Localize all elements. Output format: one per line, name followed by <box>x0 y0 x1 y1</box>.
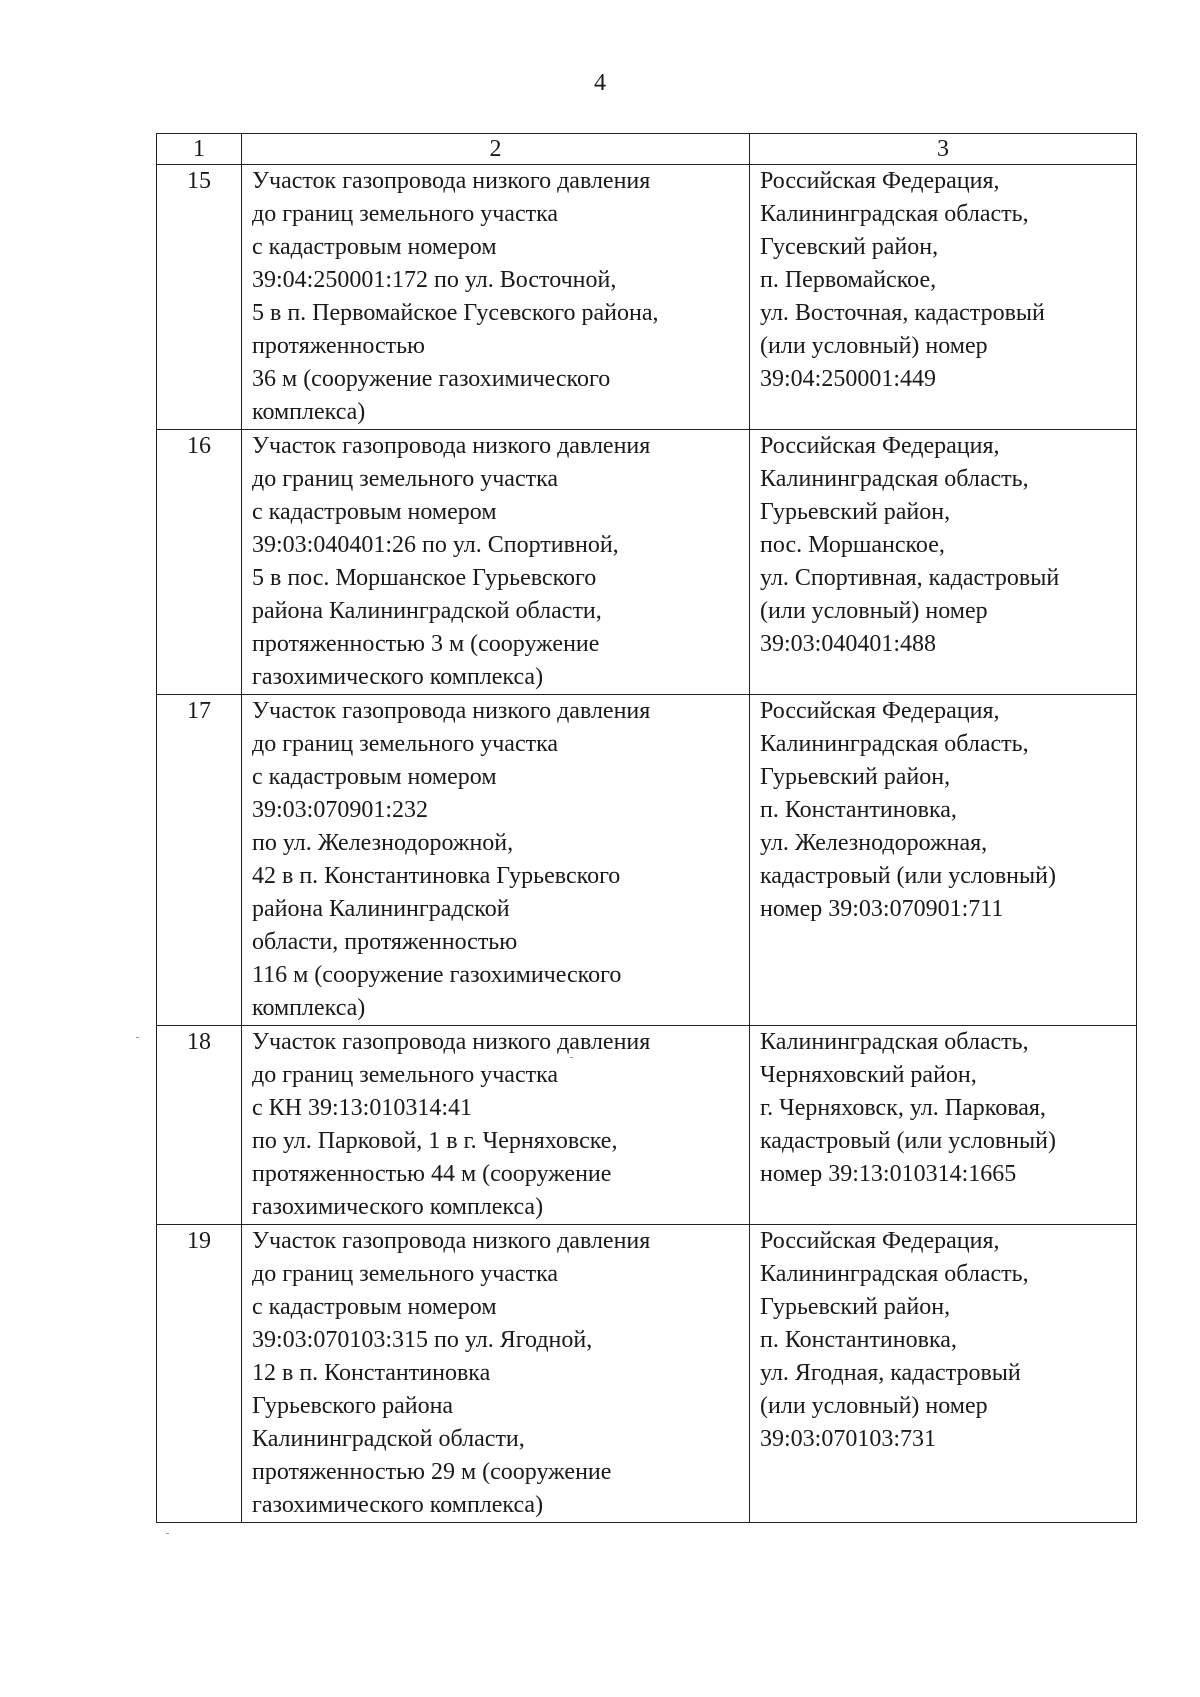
address-line: Гурьевский район, <box>760 764 951 790</box>
scan-speck <box>136 1037 139 1038</box>
address-line: Калининградская область, <box>760 201 1029 227</box>
description-line: с КН 39:13:010314:41 <box>252 1095 472 1121</box>
description-line: газохимического комплекса) <box>252 664 544 690</box>
description-line: Участок газопровода низкого давления <box>252 1029 651 1055</box>
row-number: 19 <box>157 1225 242 1523</box>
row-number: 17 <box>157 695 242 1026</box>
description-line: газохимического комплекса) <box>252 1194 544 1220</box>
address-line: 39:04:250001:449 <box>760 366 937 392</box>
description-line: 42 в п. Константиновка Гурьевского <box>252 863 621 889</box>
address-line: пос. Моршанское, <box>760 532 945 558</box>
object-description <box>242 165 750 430</box>
objects-table <box>156 133 1137 1523</box>
address-line: номер 39:03:070901:711 <box>760 896 1004 922</box>
address-line: ул. Железнодорожная, <box>760 830 988 856</box>
description-line: 39:04:250001:172 по ул. Восточной, <box>252 267 617 293</box>
address-line: 39:03:040401:488 <box>760 631 937 657</box>
description-line: по ул. Железнодорожной, <box>252 830 514 856</box>
description-line: 39:03:070901:232 <box>252 797 429 823</box>
description-line: 116 м (сооружение газохимического <box>252 962 622 988</box>
address-line: (или условный) номер <box>760 598 988 624</box>
table-row <box>157 165 1137 430</box>
description-line: до границ земельного участка <box>252 1062 559 1088</box>
table-row <box>157 1026 1137 1225</box>
address-line: (или условный) номер <box>760 333 988 359</box>
table-row <box>157 1225 1137 1523</box>
address-line: ул. Спортивная, кадастровый <box>760 565 1060 591</box>
address-line: п. Константиновка, <box>760 797 957 823</box>
address-line: Российская Федерация, <box>760 698 1000 724</box>
address-line: Российская Федерация, <box>760 1228 1000 1254</box>
address-line: Гурьевский район, <box>760 1294 951 1320</box>
address-line: п. Первомайское, <box>760 267 937 293</box>
address-line: номер 39:13:010314:1665 <box>760 1161 1017 1187</box>
scan-speck <box>166 1533 169 1534</box>
description-line: комплекса) <box>252 399 366 425</box>
object-address <box>750 165 1137 430</box>
page-number: 4 <box>594 70 606 96</box>
description-line: с кадастровым номером <box>252 1294 497 1320</box>
object-address <box>750 1026 1137 1225</box>
row-number: 16 <box>157 430 242 695</box>
table-body <box>157 165 1137 1523</box>
address-line: Российская Федерация, <box>760 168 1000 194</box>
address-line: ул. Восточная, кадастровый <box>760 300 1045 326</box>
object-description <box>242 1225 750 1523</box>
address-line: Калининградская область, <box>760 1029 1029 1055</box>
description-line: до границ земельного участка <box>252 1261 559 1287</box>
address-line: ул. Ягодная, кадастровый <box>760 1360 1021 1386</box>
description-line: 5 в пос. Моршанское Гурьевского <box>252 565 597 591</box>
object-address <box>750 695 1137 1026</box>
object-address <box>750 1225 1137 1523</box>
description-line: до границ земельного участка <box>252 201 559 227</box>
description-line: с кадастровым номером <box>252 234 497 260</box>
object-address <box>750 430 1137 695</box>
description-line: области, протяженностью <box>252 929 518 955</box>
address-line: Гурьевский район, <box>760 499 951 525</box>
address-line: Гусевский район, <box>760 234 939 260</box>
description-line: района Калининградской <box>252 896 510 922</box>
description-line: до границ земельного участка <box>252 466 559 492</box>
description-line: до границ земельного участка <box>252 731 559 757</box>
description-line: 5 в п. Первомайское Гусевского района, <box>252 300 659 326</box>
description-line: протяженностью <box>252 333 425 359</box>
table-row <box>157 430 1137 695</box>
row-number: 15 <box>157 165 242 430</box>
description-line: Участок газопровода низкого давления <box>252 698 651 724</box>
address-line: Калининградская область, <box>760 466 1029 492</box>
address-line: Российская Федерация, <box>760 433 1000 459</box>
address-line: Черняховский район, <box>760 1062 977 1088</box>
description-line: Гурьевского района <box>252 1393 454 1419</box>
table-row <box>157 695 1137 1026</box>
description-line: протяженностью 44 м (сооружение <box>252 1161 612 1187</box>
row-number: 18 <box>157 1026 242 1225</box>
description-line: протяженностью 29 м (сооружение <box>252 1459 612 1485</box>
description-line: 39:03:040401:26 по ул. Спортивной, <box>252 532 619 558</box>
description-line: 12 в п. Константиновка <box>252 1360 491 1386</box>
address-line: Калининградская область, <box>760 1261 1029 1287</box>
description-line: по ул. Парковой, 1 в г. Черняховске, <box>252 1128 618 1154</box>
description-line: 36 м (сооружение газохимического <box>252 366 611 392</box>
address-line: п. Константиновка, <box>760 1327 957 1353</box>
address-line: кадастровый (или условный) <box>760 863 1056 889</box>
address-line: Калининградская область, <box>760 731 1029 757</box>
column-header-3: 3 <box>750 134 1137 165</box>
column-header-2: 2 <box>242 134 750 165</box>
description-line: района Калининградской области, <box>252 598 602 624</box>
object-description <box>242 695 750 1026</box>
description-line: с кадастровым номером <box>252 499 497 525</box>
description-line: Участок газопровода низкого давления <box>252 433 651 459</box>
description-line: Калининградской области, <box>252 1426 525 1452</box>
description-line: Участок газопровода низкого давления <box>252 168 651 194</box>
description-line: с кадастровым номером <box>252 764 497 790</box>
object-description <box>242 430 750 695</box>
address-line: кадастровый (или условный) <box>760 1128 1056 1154</box>
description-line: газохимического комплекса) <box>252 1492 544 1518</box>
column-header-1: 1 <box>157 134 242 165</box>
table-header-row <box>157 134 1137 165</box>
address-line: 39:03:070103:731 <box>760 1426 937 1452</box>
description-line: протяженностью 3 м (сооружение <box>252 631 600 657</box>
description-line: 39:03:070103:315 по ул. Ягодной, <box>252 1327 593 1353</box>
object-description <box>242 1026 750 1225</box>
description-line: Участок газопровода низкого давления <box>252 1228 651 1254</box>
scan-speck <box>570 1057 573 1058</box>
address-line: г. Черняховск, ул. Парковая, <box>760 1095 1046 1121</box>
address-line: (или условный) номер <box>760 1393 988 1419</box>
description-line: комплекса) <box>252 995 366 1021</box>
